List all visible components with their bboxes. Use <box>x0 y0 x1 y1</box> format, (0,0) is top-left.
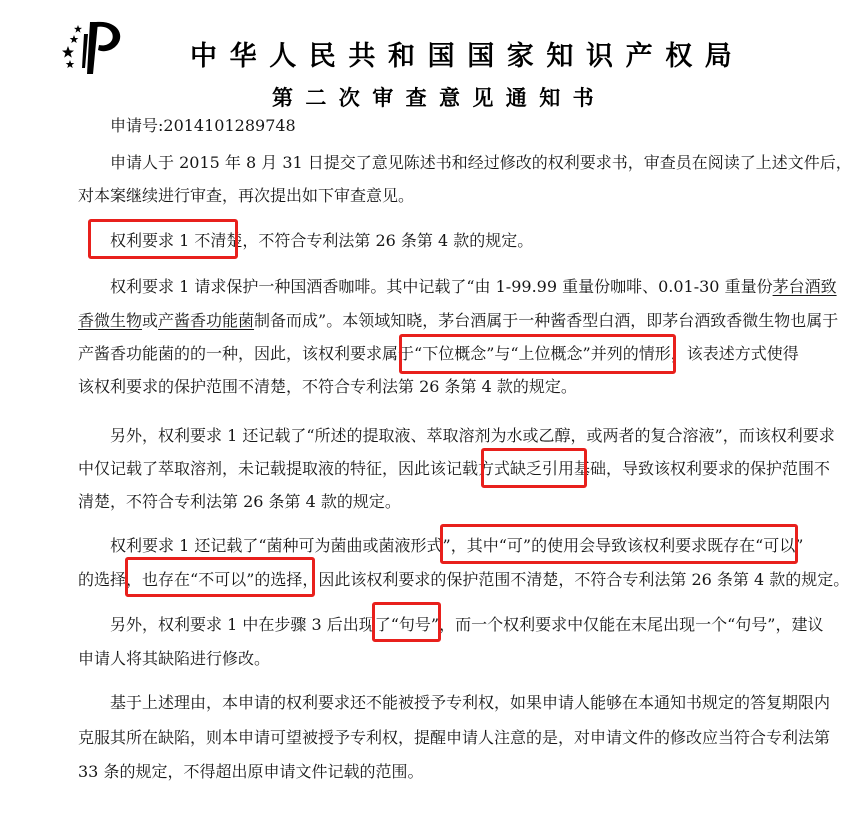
p2-term-microbe: 香微生物 <box>78 311 143 330</box>
p3-line-2 <box>78 459 830 479</box>
p2-line-2 <box>78 311 838 331</box>
p2-line-4: 该权利要求的保护范围不清楚，不符合专利法第 26 条第 4 款的规定。 <box>78 377 577 396</box>
p5-line-2: 申请人将其缺陷进行修改。 <box>78 649 271 668</box>
p5-highlight-text: “句号” <box>390 615 440 634</box>
p6-line-3: 33 条的规定，不得超出原申请文件记载的范围。 <box>78 762 424 781</box>
p4-highlight-text-1: 其中“可”的使用会导致该权利要求既存在“可以” <box>466 536 804 555</box>
p2-term-maotai: 茅台酒致 <box>772 277 837 296</box>
p3-line-1: 另外，权利要求 1 还记载了“所述的提取液、萃取溶剂为水或乙醇，或两者的复合溶液”，而该权利要求 <box>110 426 835 445</box>
intro-line-1: 申请人于 2015 年 8 月 31 日提交了意见陈述书和经过修改的权利要求书，审查员在阅读了上述文件后， <box>110 153 852 172</box>
p2-conjunction: 或 <box>142 311 159 330</box>
p5-line-1-text: 另外，权利要求 1 中在步骤 3 后出现了 <box>110 615 391 634</box>
p2-term-fungi: 产酱香功能菌 <box>158 311 255 330</box>
p1-highlight-text: 权利要求 1 不清楚 <box>110 231 243 250</box>
p4-line-1 <box>110 536 803 556</box>
p2-line-3-tail: ，该表述方式使得 <box>670 344 799 363</box>
p5-line-1 <box>110 615 823 635</box>
p2-line-2-text: 制备而成”。本领域知晓，茅台酒属于一种酱香型白酒，即茅台酒致香微生物也属于 <box>254 311 839 330</box>
p2-line-3 <box>78 344 799 364</box>
p1-line <box>110 231 533 251</box>
p1-rest-text: ，不符合专利法第 26 条第 4 款的规定。 <box>242 231 534 250</box>
p6-line-1: 基于上述理由，本申请的权利要求还不能被授予专利权，如果申请人能够在本通知书规定的答复期限内 <box>110 693 831 712</box>
p4-highlight-text-2: 也存在“不可以”的选择 <box>142 570 303 589</box>
p4-line-1-text: 权利要求 1 还记载了“菌种可为菌曲或菌液形式”， <box>110 536 467 555</box>
p2-line-1 <box>110 277 837 297</box>
p6-line-2: 克服其所在缺陷，则本申请可望被授予专利权，提醒申请人注意的是，对申请文件的修改应当符合专利法第 <box>78 728 831 747</box>
p3-line-2-text: 中仅记载了萃取溶剂，未记载提取液的特征，因此该记载方式 <box>78 459 511 478</box>
p5-line-1-tail: ，而一个权利要求中仅能在末尾出现一个“句号”，建议 <box>439 615 824 634</box>
document-title: 第二次审查意见通知书 <box>272 86 606 110</box>
p2-line-3-text: 产酱香功能菌的的一种，因此，该权利要求属于 <box>78 344 415 363</box>
org-title: 中华人民共和国国家知识产权局 <box>190 41 745 72</box>
p2-line-1-text: 权利要求 1 请求保护一种国酒香咖啡。其中记载了“由 1-99.99 重量份咖啡、0.01-30 重量份 <box>110 277 773 296</box>
p3-highlight-text: 缺乏引用基础 <box>510 459 607 478</box>
intro-line-2: 对本案继续进行审查，再次提出如下审查意见。 <box>78 186 415 205</box>
p2-highlight-text: “下位概念”与“上位概念”并列的情形 <box>414 344 671 363</box>
application-number: 申请号:2014101289748 <box>110 116 296 135</box>
p4-line-2 <box>78 570 849 590</box>
cnipa-emblem-icon <box>60 16 132 76</box>
p3-line-3: 清楚，不符合专利法第 26 条第 4 款的规定。 <box>78 492 401 511</box>
p3-line-2-tail: ，导致该权利要求的保护范围不 <box>606 459 831 478</box>
p4-line-2-text: 的选择， <box>78 570 143 589</box>
p4-line-2-tail: ，因此该权利要求的保护范围不清楚，不符合专利法第 26 条第 4 款的规定。 <box>302 570 850 589</box>
